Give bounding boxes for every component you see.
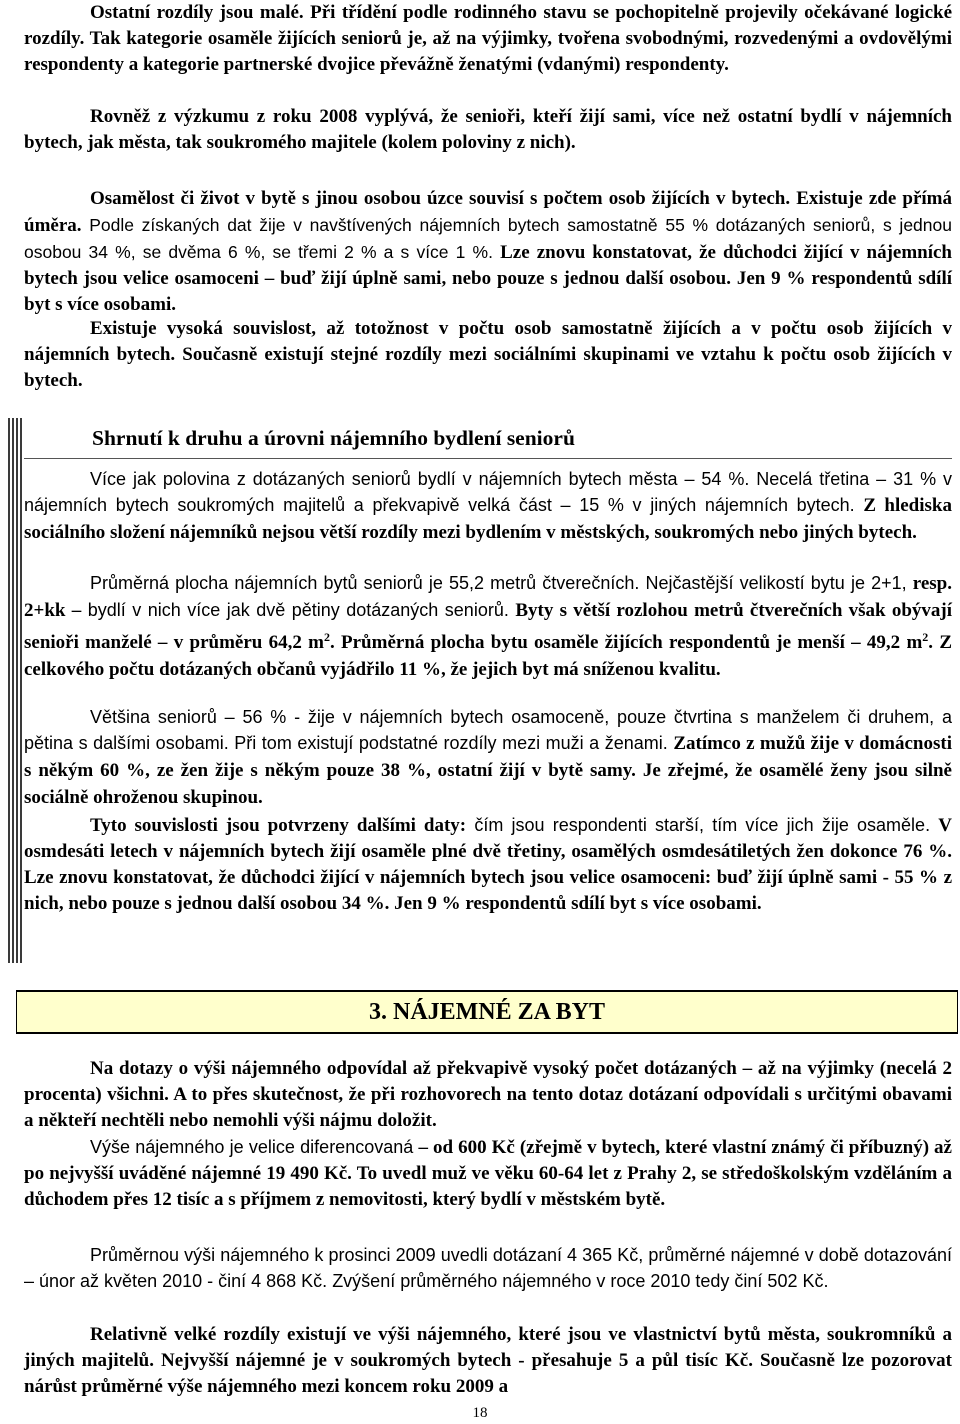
paragraph-text-bold: . Průměrná plocha bytu osaměle žijících respondentů je menší – 49,2 m	[329, 632, 923, 653]
paragraph-text: bydlí v nich více jak dvě pětiny dotázaných seniorů.	[81, 600, 516, 620]
chapter-paragraph-4	[24, 1322, 952, 1400]
summary-paragraph-1	[24, 466, 952, 546]
paragraph-marital-status	[24, 0, 952, 78]
paragraph-text-bold: Byty s větší rozlohou metrů čtverečních však obývají senioři manželé – v průměru 64,2 m	[24, 600, 952, 653]
paragraph-loneliness	[24, 186, 952, 318]
summary-paragraph-3	[24, 704, 952, 811]
paragraph-text: Ostatní rozdíly jsou malé. Při třídění podle rodinného stavu se pochopitelně projevily očekávané logické rozdíly. Tak kategorie osaměle žijících seniorů je, až na výjimky, tvořena svobodnými, rozvedenými a ovdovělými respondenty a kategorie partnerské dvojice převážně ženatými (vdanými) respondenty.	[24, 2, 952, 75]
paragraph-text-bold: Lze znovu konstatovat, že důchodci žijící v nájemních bytech jsou velice osamoceni – buď žijí úplně sami, nebo pouze s jednou další osobou. Jen 9 % respondentů sdílí byt s více osobami.	[24, 242, 952, 315]
paragraph-text-bold: resp. 2+kk –	[24, 573, 952, 621]
chapter-paragraph-1	[24, 1056, 952, 1134]
page-number: 18	[472, 1405, 488, 1421]
superscript: 2	[922, 630, 929, 644]
paragraph-text-bold: Zatímco z mužů žije v domácnosti s někým 60 %, ze žen žije s někým pouze 38 %, ostatní žijí v bytě samy. Je zřejmé, že osamělé ženy jsou silně sociálně ohroženou skupinou.	[24, 733, 953, 808]
paragraph-research-2008	[24, 104, 952, 156]
paragraph-text: Existuje vysoká souvislost, až totožnost v počtu osob samostatně žijících a v počtu osob žijících v nájemních bytech. Současně existují stejné rozdíly mezi sociálními skupinami ve vztahu k počtu osob žijících v bytech.	[24, 318, 952, 391]
chapter-title: 3. NÁJEMNÉ ZA BYT	[368, 999, 606, 1025]
paragraph-text-bold: Tyto souvislosti jsou potvrzeny dalšími daty:	[90, 815, 467, 836]
paragraph-text-bold: . Z celkového počtu dotázaných občanů vyjádřilo 11 %, že jejich byt má sníženou kvalitu.	[24, 632, 953, 680]
paragraph-text: Podle získaných dat žije v navštívených nájemních bytech samostatně 55 % dotázaných seniorů, s jednou osobou 34 %, se dvěma 6 %, se třemi 2 % a s více 1 %.	[24, 215, 952, 262]
paragraph-text: čím jsou respondenti starší, tím více jich žije osaměle.	[466, 815, 939, 835]
paragraph-text-bold: – od 600 Kč (zřejmě v bytech, které vlastní známý či příbuzný) až po nejvyšší uváděné nájemné 19 490 Kč. To uvedl muž ve věku 60-64 let z Prahy 2, se středoškolským vzděláním a důchodem přes 12 tisíc a s příjmem z nemovitosti, který bydlí v městském bytě.	[24, 1137, 952, 1210]
paragraph-text: Výše nájemného je velice diferencovaná	[90, 1137, 419, 1157]
paragraph-text-bold: Osamělost či život v bytě s jinou osobou úzce souvisí s počtem osob žijících v bytech. Existuje zde přímá úměra.	[24, 188, 952, 236]
paragraph-correlation	[24, 316, 952, 394]
chapter-paragraph-2	[24, 1134, 952, 1213]
paragraph-text: Průměrná plocha nájemních bytů seniorů je 55,2 metrů čtverečních. Nejčastější velikostí bytu je 2+1,	[90, 573, 913, 593]
paragraph-text: Rovněž z výzkumu z roku 2008 vyplývá, že senioři, kteří žijí sami, více než ostatní bydlí v nájemních bytech, jak města, tak soukromého majitele (kolem poloviny z nich).	[24, 106, 952, 153]
summary-heading: Shrnutí k druhu a úrovni nájemního bydlení seniorů	[92, 426, 575, 450]
paragraph-text: Relativně velké rozdíly existují ve výši nájemného, které jsou ve vlastnictví bytů města, soukromníků a jiných majitelů. Nejvyšší nájemné je v soukromých bytech - přesahuje 5 a půl tisíc Kč. Současně lze pozorovat nárůst průměrné výše nájemného mezi koncem roku 2009 a	[24, 1324, 952, 1397]
summary-paragraph-4	[24, 812, 952, 917]
paragraph-text: Průměrnou výši nájemného k prosinci 2009 uvedli dotázaní 4 365 Kč, průměrné nájemné v době dotazování – únor až květen 2010 - činí 4 868 Kč. Zvýšení průměrného nájemného v roce 2010 tedy činí 502 Kč.	[24, 1245, 952, 1291]
heading-underline	[24, 458, 952, 459]
superscript: 2	[323, 630, 330, 644]
chapter-paragraph-3	[24, 1242, 952, 1294]
summary-margin-bar	[8, 418, 22, 963]
summary-paragraph-2	[24, 570, 952, 683]
paragraph-text: Více jak polovina z dotázaných seniorů bydlí v nájemních bytech města – 54 %. Necelá třetina – 31 % v nájemních bytech soukromých majitelů a překvapivě velká část – 15 % v jiných nájemních bytech.	[24, 469, 952, 515]
paragraph-text-bold: V osmdesáti letech v nájemních bytech žijí osaměle plné dvě třetiny, osamělých osmdesátiletých žen dokonce 76 %. Lze znovu konstatovat, že důchodci žijící v nájemních bytech jsou velice osamoceni: buď žijí úplně sami - 55 % z nich, nebo pouze s jednou další osobou 34 %. Jen 9 % respondentů sdílí byt s více osobami.	[24, 815, 952, 914]
paragraph-text-bold: Z hlediska sociálního složení nájemníků nejsou větší rozdíly mezi bydlením v městských, soukromých nebo jiných bytech.	[24, 495, 952, 543]
chapter-title-box	[16, 990, 958, 1034]
paragraph-text: Na dotazy o výši nájemného odpovídal až překvapivě vysoký počet dotázaných – až na výjimky (necelá 2 procenta) všichni. A to přes skutečnost, že při rozhovorech na tento dotaz dotázaní odpovídali s určitými obavami a někteří nechtěli nebo nemohli výši nájmu doložit.	[24, 1058, 952, 1131]
paragraph-text: Většina seniorů – 56 % - žije v nájemních bytech osamoceně, pouze čtvrtina s manželem či druhem, a pětina s dalšími osobami. Při tom existují podstatné rozdíly mezi muži a ženami.	[24, 707, 952, 753]
